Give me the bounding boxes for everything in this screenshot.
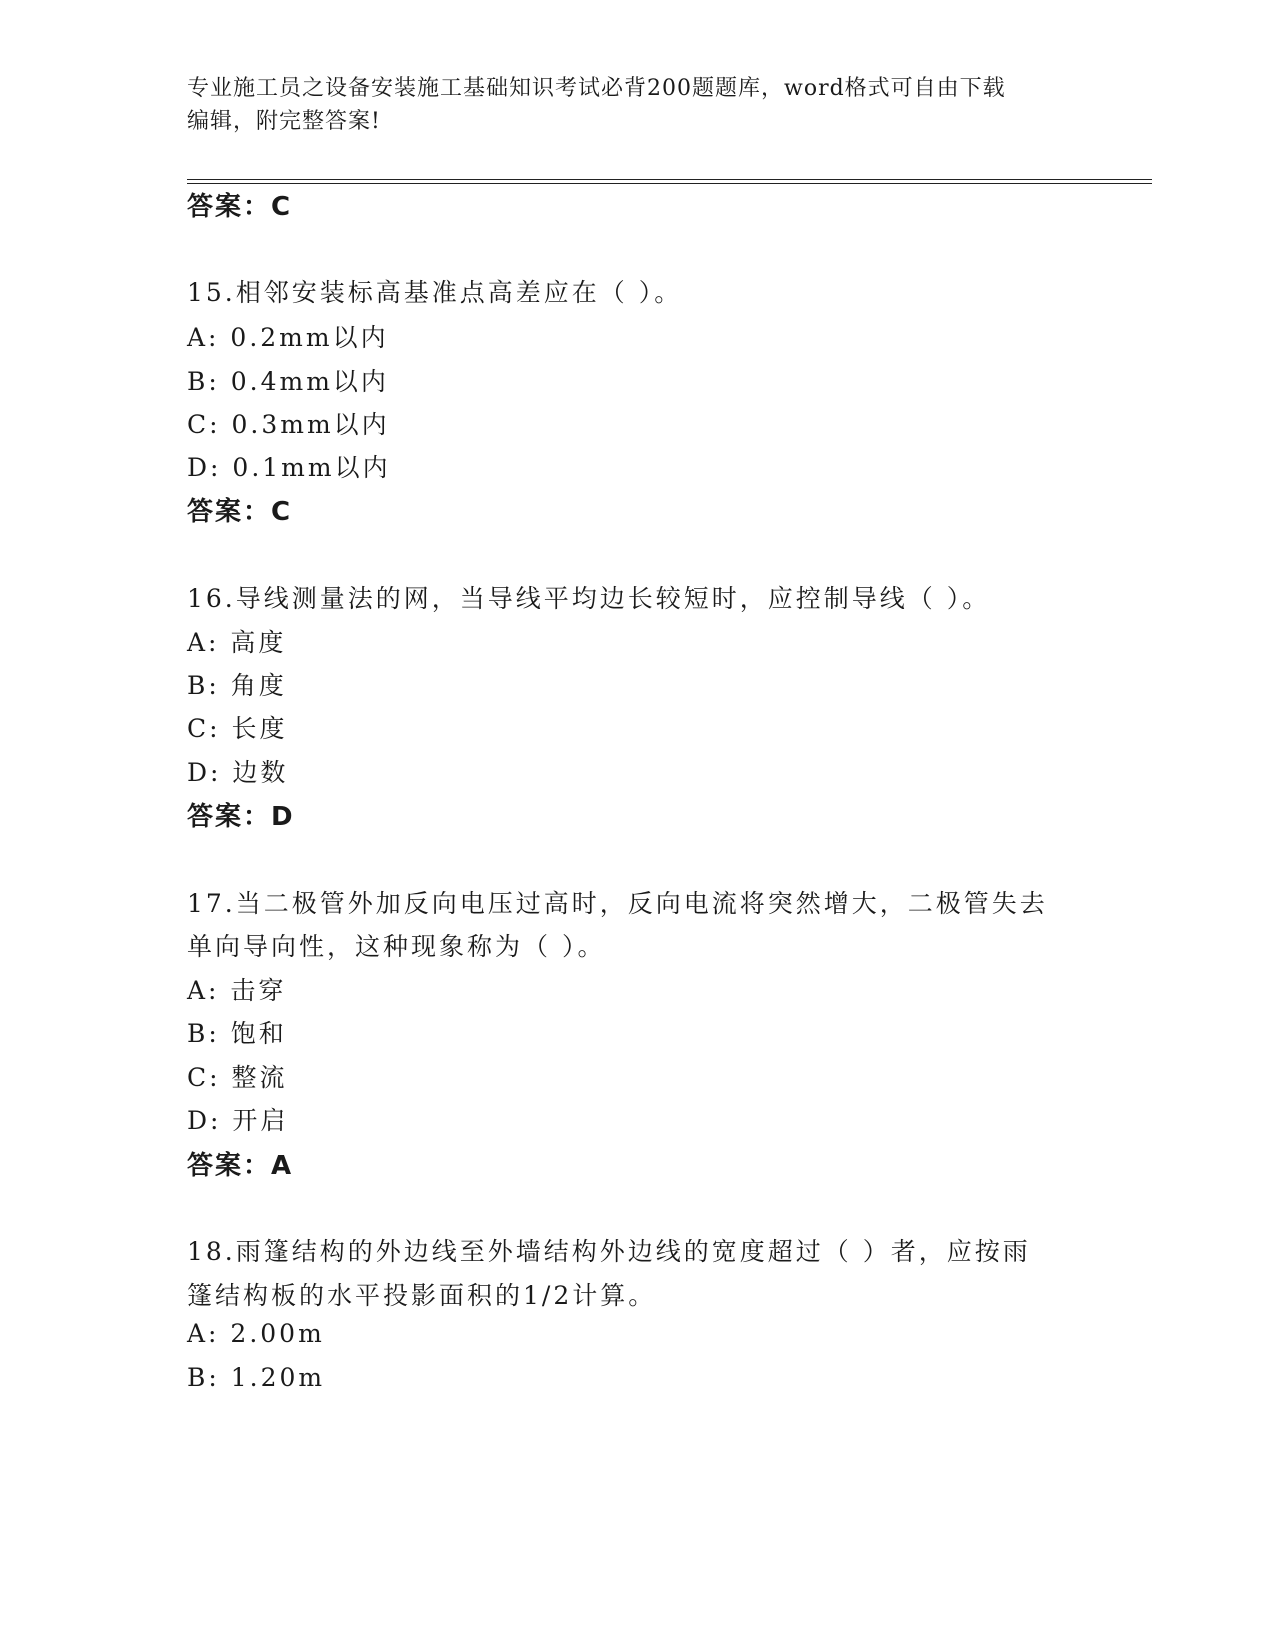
answer: 答案：D xyxy=(187,802,295,832)
option-a: A: 高度 xyxy=(187,628,287,657)
option-c: C: 整流 xyxy=(187,1063,288,1092)
option-b: B: 角度 xyxy=(187,671,287,700)
question-stem: 15.相邻安装标高基准点高差应在（ ）。 xyxy=(187,278,683,307)
option-b: B: 0.4mm以内 xyxy=(187,367,389,396)
answer: 答案：C xyxy=(187,497,293,527)
answer: 答案：A xyxy=(187,1151,294,1181)
question-stem-line-2: 篷结构板的水平投影面积的1/2计算。 xyxy=(187,1281,657,1310)
option-c: C: 长度 xyxy=(187,714,288,743)
header-line-1: 专业施工员之设备安装施工基础知识考试必背200题题库，word格式可自由下载 xyxy=(187,76,1006,101)
option-b: B: 1.20m xyxy=(187,1363,326,1392)
option-d: D: 边数 xyxy=(187,758,289,787)
option-d: D: 0.1mm以内 xyxy=(187,453,391,482)
option-a: A: 2.00m xyxy=(187,1319,325,1348)
question-stem-line-1: 18.雨篷结构的外边线至外墙结构外边线的宽度超过（ ）者，应按雨 xyxy=(187,1237,1031,1266)
header-divider xyxy=(187,179,1152,184)
prev-answer: 答案：C xyxy=(187,192,293,222)
document-header xyxy=(187,72,1067,138)
question-stem-line-2: 单向导向性，这种现象称为（ ）。 xyxy=(187,932,606,961)
option-a: A: 击穿 xyxy=(187,976,287,1005)
option-a: A: 0.2mm以内 xyxy=(187,323,389,352)
option-d: D: 开启 xyxy=(187,1106,289,1135)
question-stem: 16.导线测量法的网，当导线平均边长较短时，应控制导线（ ）。 xyxy=(187,584,991,613)
question-stem-line-1: 17.当二极管外加反向电压过高时，反向电流将突然增大，二极管失去 xyxy=(187,889,1048,918)
option-c: C: 0.3mm以内 xyxy=(187,410,390,439)
option-b: B: 饱和 xyxy=(187,1019,287,1048)
header-line-2: 编辑，附完整答案! xyxy=(187,109,381,134)
